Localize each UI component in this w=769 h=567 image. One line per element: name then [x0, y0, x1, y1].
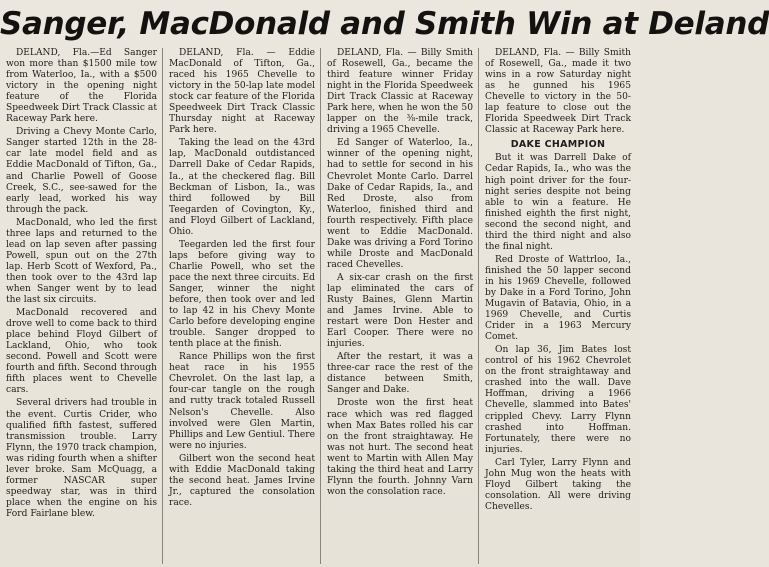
- article-columns: [4, 48, 636, 564]
- paragraph: DELAND, Fla.—Ed Sanger won more than $1500 mile tow from Waterloo, Ia., with a $500 victory in the opening night feature of the Florida Speedweek Dirt Track Classic at Raceway Park here.: [6, 48, 157, 125]
- paragraph: Teegarden led the first four laps before giving way to Charlie Powell, who set the pace the next three circuits. Ed Sanger, winner the night before, then took over and led to lap 42 in his Chevy Monte Carlo before developing engine trouble. Sanger dropped to tenth place at the finish.: [169, 239, 315, 350]
- paragraph: Carl Tyler, Larry Flynn and John Mug won the heats with Floyd Gilbert taking the consolation. All were driving Chevelles.: [485, 457, 631, 512]
- paragraph: But it was Darrell Dake of Cedar Rapids, Ia., who was the high point driver for the four-night series despite not being able to win a feature. He finished eighth the first night, second the second night, and third the third night and also the final night.: [485, 153, 631, 252]
- paragraph: Driving a Chevy Monte Carlo, Sanger started 12th in the 28-car late model field and as Eddie MacDonald of Tifton, Ga., and Charlie Powell of Goose Creek, S.C., see-sawed for the early lead, worked his way through the pack.: [6, 127, 157, 215]
- paragraph: Red Droste of Wattrloo, Ia., finished the 50 lapper second in his 1969 Chevelle, followed by Dake in a Ford Torino, John Mugavin of Batavia, Ohio, in a 1969 Chevelle, and Curtis Crider in a 1963 Mercury Comet.: [485, 254, 631, 343]
- paragraph: A six-car crash on the first lap eliminated the cars of Rusty Baines, Glenn Martin and James Irvine. Able to restart were Don Hester and Earl Cooper. There were no injuries.: [327, 272, 473, 350]
- paragraph: On lap 36, Jim Bates lost control of his 1962 Chevrolet on the front straightaway and crashed into the wall. Dave Hoffman, driving a 1966 Chevelle, slammed into Bates' crippled Chevy. Larry Flynn crashed into Hoffman. Fortunately, there were no injuries.: [485, 345, 631, 455]
- section-subhead: DAKE CHAMPION: [510, 139, 606, 151]
- paragraph: Rance Phillips won the first heat race in his 1955 Chevrolet. On the last lap, a four-car tangle on the rough and rutty track totaled Russell Nelson's Chevelle. Also involved were Glen Martin, Phillips and Lew Gentiul. There were no injuries.: [169, 352, 315, 451]
- article-column-4: [478, 48, 636, 564]
- paragraph: MacDonald, who led the first three laps and returned to the lead on lap seven after passing Powell, spun out on the 27th lap. Herb Scott of Wexford, Pa., then took over to the 43rd lap when Sanger went by to lead the last six circuits.: [6, 217, 157, 306]
- paragraph: Droste won the first heat race which was red flagged when Max Bates rolled his car on the front straightaway. He was not hurt. The second heat went to Martin with Allen May taking the third heat and Larry Flynn the fourth. Johnny Varn won the consolation race.: [327, 398, 473, 497]
- paragraph: MacDonald recovered and drove well to come back to third place behind Floyd Gilbert of Lackland, Ohio, who took second. Powell and Scott were fourth and fifth. Second through fifth places went to Chevelle cars.: [6, 308, 157, 396]
- paragraph: Gilbert won the second heat with Eddie MacDonald taking the second heat. James Irvine Jr., captured the consolation race.: [169, 453, 315, 508]
- article-column-1: [4, 48, 162, 564]
- paragraph: DELAND, Fla. — Billy Smith of Rosewell, Ga., became the third feature winner Friday night in the Florida Speedweek Dirt Track Classic at Raceway Park here, when he won the 50 lapper on the ⅜-mile track, driving a 1965 Chevelle.: [327, 48, 473, 136]
- paragraph: DELAND, Fla. — Billy Smith of Rosewell, Ga., made it two wins in a row Saturday night as he gunned his 1965 Chevelle to victory in the 50-lap feature to close out the Florida Speedweek Dirt Track Classic at Raceway Park here.: [485, 48, 631, 136]
- headline: Sanger, MacDonald and Smith Win at Deland: [0, 6, 769, 42]
- paragraph: Several drivers had trouble in the event. Curtis Crider, who qualified fifth fastest, suffered transmission trouble. Larry Flynn, the 1970 track champion, was riding fourth when a shifter lever broke. Sam McQuagg, a former NASCAR super speedway star, was in third place when the engine on his Ford Fairlane blew.: [6, 398, 157, 519]
- paragraph: DELAND, Fla. — Eddie MacDonald of Tifton, Ga., raced his 1965 Chevelle to victory in the 50-lap late model stock car feature of the Florida Speedweek Dirt Track Classic Thursday night at Raceway Park here.: [169, 48, 315, 136]
- paragraph: After the restart, it was a three-car race the rest of the distance between Smith, Sanger and Dake.: [327, 352, 473, 396]
- article-column-3: [320, 48, 478, 564]
- paragraph: Taking the lead on the 43rd lap, MacDonald outdistanced Darrell Dake of Cedar Rapids, Ia., at the checkered flag. Bill Beckman of Lisbon, Ia., was third followed by Bill Teegarden of Covington, Ky., and Floyd Gilbert of Lackland, Ohio.: [169, 138, 315, 237]
- paragraph: Ed Sanger of Waterloo, Ia., winner of the opening night, had to settle for second in his Chevrolet Monte Carlo. Darrel Dake of Cedar Rapids, Ia., and Red Droste, also from Waterloo, finished third and fourth respectively. Fifth place went to Eddie MacDonald. Dake was driving a Ford Torino while Droste and MacDonald raced Chevelles.: [327, 138, 473, 270]
- article-column-2: [162, 48, 320, 564]
